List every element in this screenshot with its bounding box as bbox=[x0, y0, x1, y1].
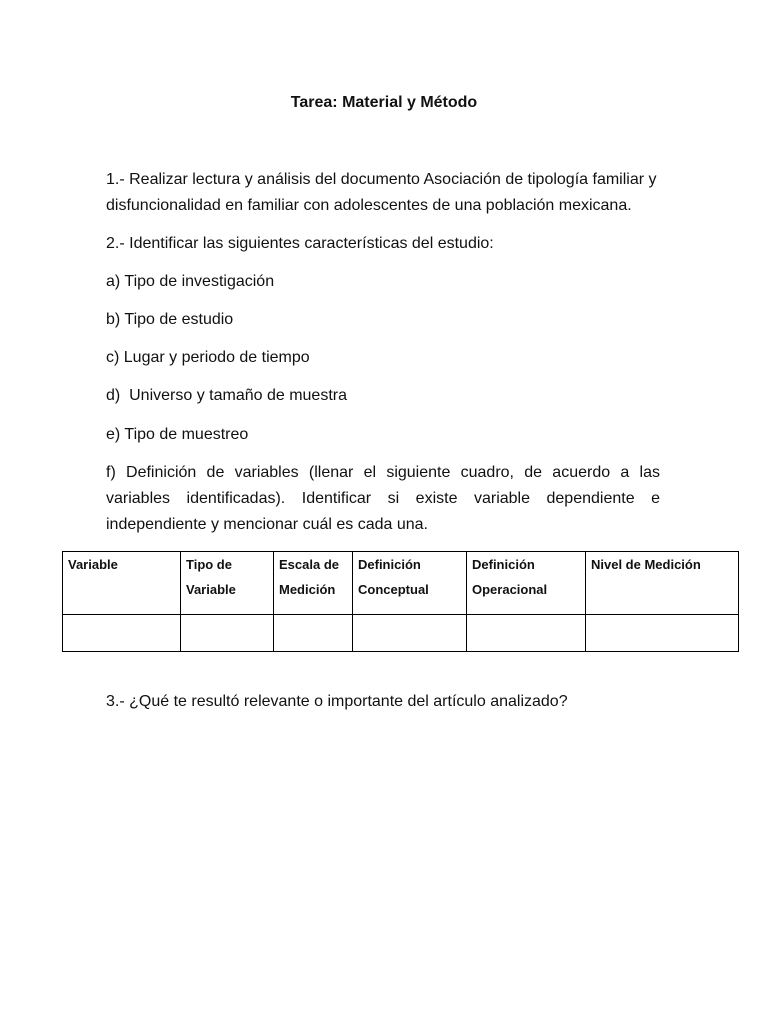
item-f: f) Definición de variables (llenar el siguiente cuadro, de acuerdo a las variables identificadas). Identificar si existe variable dependiente e independiente y mencionar cuál es cada una. bbox=[106, 464, 660, 533]
header-definicion-conceptual: Definición Conceptual bbox=[353, 552, 467, 615]
header-nivel-de-medicion: Nivel de Medición bbox=[586, 552, 739, 615]
item-b: b) Tipo de estudio bbox=[106, 311, 234, 328]
instruction-2: 2.- Identificar las siguientes características del estudio: bbox=[106, 235, 494, 252]
item-c: c) Lugar y periodo de tiempo bbox=[106, 349, 310, 366]
table-cell[interactable] bbox=[181, 615, 274, 652]
header-definicion-operacional: Definición Operacional bbox=[467, 552, 586, 615]
variables-table bbox=[62, 551, 739, 652]
item-e: e) Tipo de muestreo bbox=[106, 426, 249, 443]
header-escala-de-medicion: Escala de Medición bbox=[274, 552, 353, 615]
document-title: Tarea: Material y Método bbox=[290, 94, 478, 111]
table-cell[interactable] bbox=[467, 615, 586, 652]
table-cell[interactable] bbox=[63, 615, 181, 652]
instruction-3: 3.- ¿Qué te resultó relevante o importante del artículo analizado? bbox=[106, 693, 568, 710]
table-header-row bbox=[63, 552, 739, 615]
table-cell[interactable] bbox=[586, 615, 739, 652]
header-tipo-de-variable: Tipo de Variable bbox=[181, 552, 274, 615]
table-row bbox=[63, 615, 739, 652]
item-d: d) Universo y tamaño de muestra bbox=[106, 387, 347, 404]
instruction-1: 1.- Realizar lectura y análisis del documento Asociación de tipología familiar y disfuncionalidad en familiar con adolescentes de una población mexicana. bbox=[106, 171, 657, 214]
table-cell[interactable] bbox=[274, 615, 353, 652]
table-cell[interactable] bbox=[353, 615, 467, 652]
item-a: a) Tipo de investigación bbox=[106, 273, 275, 290]
header-variable: Variable bbox=[63, 552, 181, 615]
